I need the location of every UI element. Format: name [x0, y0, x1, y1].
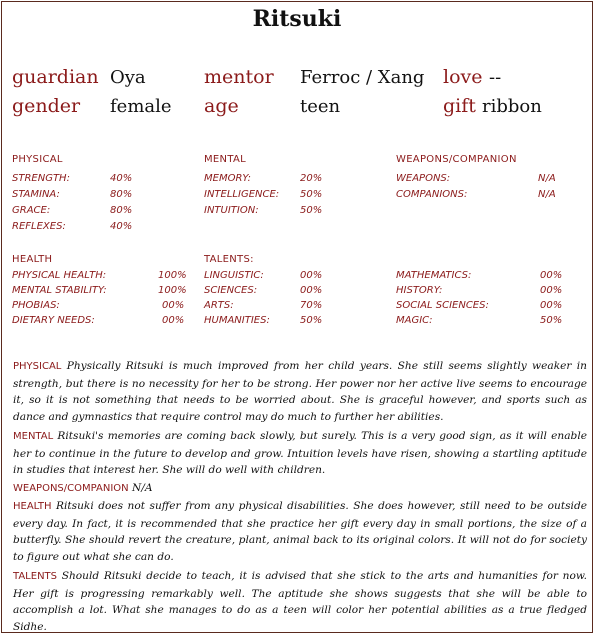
stat-label: COMPANIONS:	[396, 189, 468, 200]
stat-value: 100%	[158, 285, 187, 296]
stat-label: SOCIAL SCIENCES:	[396, 300, 489, 311]
stat-value: 50%	[300, 189, 323, 200]
stat-label: REFLEXES:	[12, 221, 66, 232]
mental-heading: MENTAL	[204, 154, 246, 165]
stat-row	[204, 285, 323, 296]
stat-row	[12, 205, 133, 216]
stat-row	[204, 270, 323, 281]
stat-value: 00%	[540, 285, 563, 296]
stat-value: 00%	[162, 315, 185, 326]
note-text: N/A	[132, 482, 153, 494]
page-title: Ritsuki	[252, 6, 342, 32]
guardian-label: guardian	[12, 66, 99, 88]
stat-label: HUMANITIES:	[204, 315, 270, 326]
talents-heading: TALENTS:	[204, 254, 254, 265]
stat-row	[204, 173, 323, 184]
stat-row	[204, 300, 323, 311]
gender-label: gender	[12, 95, 81, 117]
stat-value: 00%	[300, 285, 323, 296]
stat-label: DIETARY NEEDS:	[12, 315, 95, 326]
stat-value: 40%	[110, 173, 133, 184]
note-lead: HEALTH	[13, 501, 52, 512]
stat-label: MAGIC:	[396, 315, 433, 326]
stat-label: ARTS:	[204, 300, 234, 311]
note-talents	[13, 568, 587, 633]
age-value: teen	[300, 96, 341, 117]
guardian-value: Oya	[110, 67, 146, 88]
mentor-label: mentor	[204, 66, 274, 88]
stat-row	[396, 189, 556, 200]
stat-row	[396, 285, 563, 296]
mentor-value: Ferroc / Xang	[300, 67, 425, 88]
stat-label: WEAPONS:	[396, 173, 451, 184]
stat-value: 00%	[540, 270, 563, 281]
note-text: Ritsuki does not suffer from any physical disabilities. She does however, still need to be outside every day. In fact, it is recommended that she practice her gift every day in small portions, the size of a butterfly. She should revert the creature, plant, animal back to its original colors. It will not do for society to figure out what she can do.	[13, 500, 587, 563]
stat-label: INTELLIGENCE:	[204, 189, 280, 200]
stat-row	[12, 221, 133, 232]
note-text: Should Ritsuki decide to teach, it is advised that she stick to the arts and humanities for now. Her gift is progressing remarkably well. The aptitude she shows suggests that she will be able to accomplish a lot. What she manages to do as a teen will color her potential abilities as a true fledged Sidhe.	[13, 570, 587, 633]
stat-row	[12, 300, 185, 311]
stat-row	[204, 189, 323, 200]
note-physical	[13, 358, 587, 425]
stat-label: MATHEMATICS:	[396, 270, 472, 281]
note-lead: MENTAL	[13, 431, 54, 442]
stat-label: STRENGTH:	[12, 173, 70, 184]
stat-label: SCIENCES:	[204, 285, 258, 296]
gift-label: gift	[443, 95, 476, 117]
stat-label: LINGUISTIC:	[204, 270, 264, 281]
stat-label: PHOBIAS:	[12, 300, 60, 311]
stat-row	[12, 285, 187, 296]
weapons-heading: WEAPONS/COMPANION	[396, 154, 517, 165]
stat-row	[396, 270, 563, 281]
stat-row	[396, 315, 563, 326]
note-health	[13, 498, 587, 565]
stat-row	[396, 173, 556, 184]
stat-value: 80%	[110, 189, 133, 200]
note-text: Physically Ritsuki is much improved from her child years. She still seems slightly weaker in strength, but there is no necessity for her to be strong. Her power nor her active live seems to encourage it, so it is not something that needs to be worried about. She is graceful however, and sports such as dance and gymnastics that require control may do much to further her abilities.	[13, 360, 587, 423]
gift-value: ribbon	[482, 96, 542, 117]
stat-row	[12, 189, 133, 200]
stat-row	[12, 270, 187, 281]
gender-value: female	[110, 96, 172, 117]
stat-label: MENTAL STABILITY:	[12, 285, 107, 296]
note-weapons	[13, 480, 587, 498]
stat-value: N/A	[538, 189, 556, 200]
note-mental	[13, 428, 587, 479]
stat-row	[396, 300, 563, 311]
love-value: --	[489, 67, 502, 88]
stat-value: N/A	[538, 173, 556, 184]
stat-label: STAMINA:	[12, 189, 60, 200]
stat-value: 80%	[110, 205, 133, 216]
stat-value: 00%	[162, 300, 185, 311]
stat-value: 50%	[300, 315, 323, 326]
stat-label: MEMORY:	[204, 173, 252, 184]
stat-value: 50%	[300, 205, 323, 216]
stat-row	[12, 173, 133, 184]
note-lead: TALENTS	[13, 571, 57, 582]
note-lead: WEAPONS/COMPANION	[13, 483, 129, 494]
note-text: Ritsuki's memories are coming back slowly, but surely. This is a very good sign, as it will enable her to continue in the future to develop and grow. Intuition levels have risen, showing a startling aptitude in studies that interest her. She will do well with children.	[13, 430, 587, 476]
stat-value: 00%	[540, 300, 563, 311]
stat-row	[204, 315, 323, 326]
stat-value: 00%	[300, 270, 323, 281]
stat-value: 20%	[300, 173, 323, 184]
stat-label: INTUITION:	[204, 205, 259, 216]
health-heading: HEALTH	[12, 254, 53, 265]
stat-label: HISTORY:	[396, 285, 443, 296]
love-label: love	[443, 66, 483, 88]
physical-heading: PHYSICAL	[12, 154, 63, 165]
stat-label: PHYSICAL HEALTH:	[12, 270, 107, 281]
stat-value: 100%	[158, 270, 187, 281]
stat-value: 70%	[300, 300, 323, 311]
stat-label: GRACE:	[12, 205, 51, 216]
note-lead: PHYSICAL	[13, 361, 62, 372]
stat-row	[12, 315, 185, 326]
profile-sheet	[1, 1, 593, 633]
age-label: age	[204, 95, 239, 117]
stat-value: 50%	[540, 315, 563, 326]
stat-value: 40%	[110, 221, 133, 232]
stat-row	[204, 205, 323, 216]
